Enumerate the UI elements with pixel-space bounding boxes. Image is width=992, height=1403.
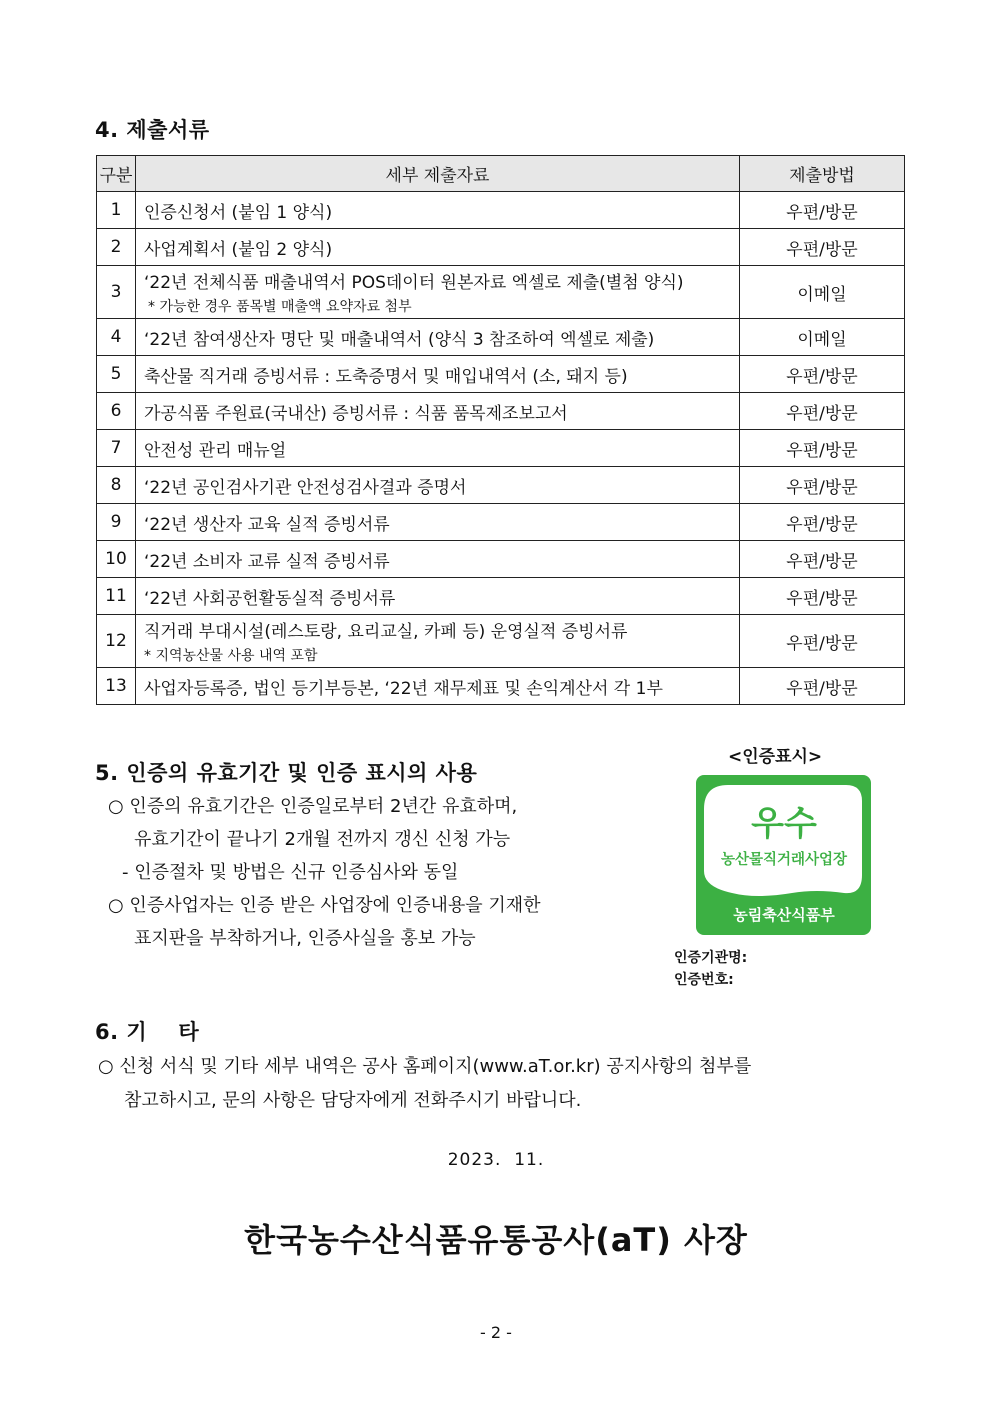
row-number: 7 <box>97 430 136 467</box>
validity-line-3: - 인증절차 및 방법은 신규 인증심사와 동일 <box>122 862 459 883</box>
row-item-text: 인증신청서 (붙임 1 양식) <box>144 202 333 223</box>
table-row <box>97 578 905 615</box>
row-item-text: 사업자등록증, 법인 등기부등본, ‘22년 재무제표 및 손익계산서 각 1부 <box>144 678 663 699</box>
row-item-cell <box>136 504 740 541</box>
section-5-body <box>108 790 541 955</box>
section-6-body <box>98 1050 751 1118</box>
row-item-cell <box>136 319 740 356</box>
row-item-cell <box>136 430 740 467</box>
document-date: 2023. 11. <box>447 1150 545 1170</box>
row-item-cell <box>136 192 740 229</box>
row-item-text: 가공식품 주원료(국내산) 증빙서류 : 식품 품목제조보고서 <box>144 403 568 424</box>
row-item-text: 사업계획서 (붙임 2 양식) <box>144 239 333 260</box>
row-number: 2 <box>97 229 136 266</box>
row-item-text: ‘22년 참여생산자 명단 및 매출내역서 (양식 3 참조하여 엑셀로 제출) <box>144 329 655 350</box>
table-row <box>97 615 905 668</box>
badge-middle-text: 농산물직거래사업장 <box>720 852 848 868</box>
row-method: 우편/방문 <box>740 615 905 668</box>
row-item-text: ‘22년 생산자 교육 실적 증빙서류 <box>144 514 390 535</box>
row-method: 이메일 <box>740 319 905 356</box>
row-number: 11 <box>97 578 136 615</box>
row-method: 우편/방문 <box>740 541 905 578</box>
row-number: 4 <box>97 319 136 356</box>
header-item: 세부 제출자료 <box>136 156 740 192</box>
row-number: 6 <box>97 393 136 430</box>
row-item-cell <box>136 393 740 430</box>
row-method: 우편/방문 <box>740 356 905 393</box>
page-number: - 2 - <box>480 1323 512 1342</box>
table-row <box>97 504 905 541</box>
table-header-row <box>97 156 905 192</box>
issuer-title: 한국농수산식품유통공사(aT) 사장 <box>244 1221 748 1259</box>
section-4-title: 4. 제출서류 <box>95 118 210 142</box>
row-item-text: ‘22년 사회공헌활동실적 증빙서류 <box>144 588 396 609</box>
row-item-cell <box>136 229 740 266</box>
row-number: 8 <box>97 467 136 504</box>
row-method: 우편/방문 <box>740 467 905 504</box>
row-method: 우편/방문 <box>740 578 905 615</box>
validity-line-1: ○ 인증의 유효기간은 인증일로부터 2년간 유효하며, <box>108 796 518 817</box>
row-method: 이메일 <box>740 266 905 319</box>
row-item-cell <box>136 356 740 393</box>
row-item-cell <box>136 467 740 504</box>
row-number: 13 <box>97 668 136 705</box>
header-no: 구분 <box>97 156 136 192</box>
row-number: 9 <box>97 504 136 541</box>
table-row <box>97 229 905 266</box>
row-item-text: ‘22년 소비자 교류 실적 증빙서류 <box>144 551 390 572</box>
row-item-cell <box>136 668 740 705</box>
cert-org-label: 인증기관명: <box>674 950 748 966</box>
row-item-text: 직거래 부대시설(레스토랑, 요리교실, 카페 등) 운영실적 증빙서류 <box>144 622 628 642</box>
table-row <box>97 192 905 229</box>
header-method: 제출방법 <box>740 156 905 192</box>
section-6-title: 6. 기 타 <box>95 1020 200 1044</box>
badge-bottom-text: 농림축산식품부 <box>733 906 835 924</box>
row-method: 우편/방문 <box>740 430 905 467</box>
row-item-text: 안전성 관리 매뉴얼 <box>144 440 287 461</box>
row-method: 우편/방문 <box>740 504 905 541</box>
table-row <box>97 393 905 430</box>
row-method: 우편/방문 <box>740 229 905 266</box>
table-row <box>97 541 905 578</box>
row-item-text: 축산물 직거래 증빙서류 : 도축증명서 및 매입내역서 (소, 돼지 등) <box>144 366 628 387</box>
row-number: 12 <box>97 615 136 668</box>
row-item-cell <box>136 541 740 578</box>
row-method: 우편/방문 <box>740 192 905 229</box>
etc-line-2: 참고하시고, 문의 사항은 담당자에게 전화주시기 바랍니다. <box>124 1090 582 1111</box>
badge-top-text: 우수 <box>751 804 817 844</box>
cert-number-label: 인증번호: <box>674 972 734 988</box>
cert-info <box>674 947 747 991</box>
row-item-note: * 지역농산물 사용 내역 포함 <box>144 648 318 664</box>
row-item-cell <box>136 266 740 319</box>
section-5-title: 5. 인증의 유효기간 및 인증 표시의 사용 <box>95 761 478 785</box>
row-method: 우편/방문 <box>740 393 905 430</box>
certification-mark-badge <box>696 775 871 935</box>
row-number: 1 <box>97 192 136 229</box>
table-row <box>97 430 905 467</box>
cert-mark-label: <인증표시> <box>728 747 823 767</box>
row-item-cell <box>136 615 740 668</box>
table-row <box>97 467 905 504</box>
table-row <box>97 356 905 393</box>
usage-line-1: ○ 인증사업자는 인증 받은 사업장에 인증내용을 기재한 <box>108 895 541 916</box>
row-number: 5 <box>97 356 136 393</box>
validity-line-2: 유효기간이 끝나기 2개월 전까지 갱신 신청 가능 <box>134 829 511 850</box>
row-item-text: ‘22년 전체식품 매출내역서 POS데이터 원본자료 엑셀로 제출(별첨 양식) <box>144 273 684 293</box>
documents-table <box>96 155 905 705</box>
usage-line-2: 표지판을 부착하거나, 인증사실을 홍보 가능 <box>134 928 476 949</box>
table-row <box>97 668 905 705</box>
etc-line-1: ○ 신청 서식 및 기타 세부 내역은 공사 홈페이지(www.aT.or.kr) 공지사항의 첨부를 <box>98 1056 752 1077</box>
row-item-cell <box>136 578 740 615</box>
row-number: 3 <box>97 266 136 319</box>
row-item-note: * 가능한 경우 품목별 매출액 요약자료 첨부 <box>148 299 412 315</box>
table-row <box>97 319 905 356</box>
table-row <box>97 266 905 319</box>
row-number: 10 <box>97 541 136 578</box>
row-method: 우편/방문 <box>740 668 905 705</box>
row-item-text: ‘22년 공인검사기관 안전성검사결과 증명서 <box>144 477 467 498</box>
